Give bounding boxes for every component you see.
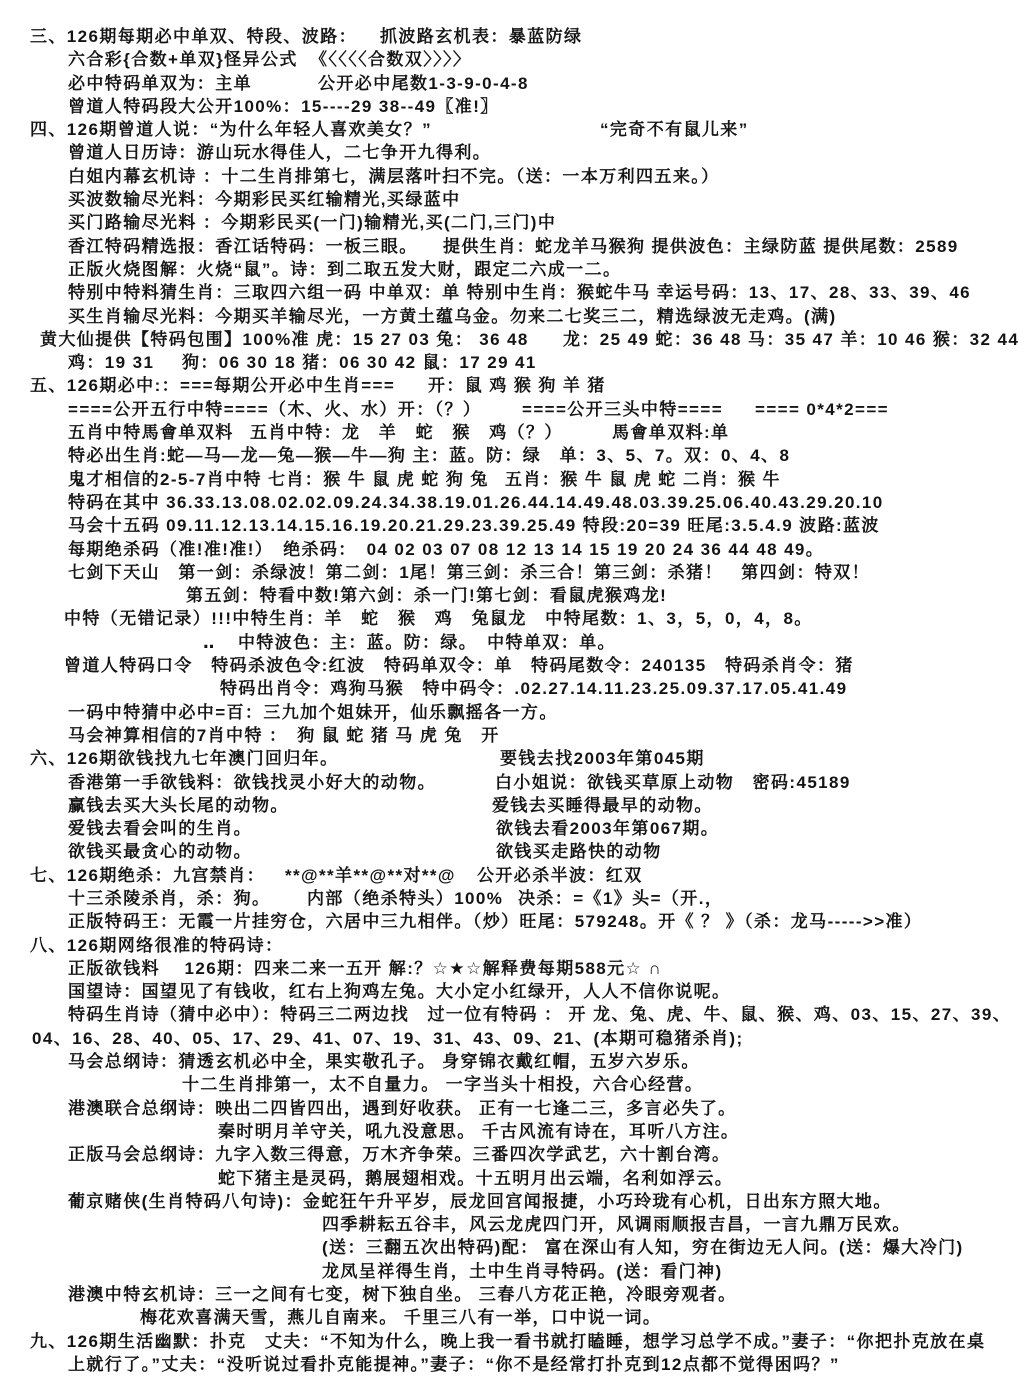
text-line xyxy=(0,865,1029,888)
text-line xyxy=(0,329,1029,352)
text-line xyxy=(0,352,1029,375)
text-line xyxy=(0,1237,1029,1260)
text-segment: 正版马会总纲诗：九字入数三得意，万木齐争荣。三番四次学武艺，六十割台湾。 xyxy=(68,1145,731,1165)
text-segment: 特别中特料猜生肖：三取四六组一码 中单双：单 特别中生肖：猴蛇牛马 幸运号码：13、17、28、33、39、46 xyxy=(68,283,972,303)
text-segment: 抓波路玄机表：暴蓝防绿 xyxy=(380,27,583,46)
text-line xyxy=(0,888,1029,911)
text-segment: 赢钱去买大头长尾的动物。 xyxy=(68,795,289,815)
text-segment: 港澳联合总纲诗：映出二四皆四出，遇到好收获。 正有一七逢二三，多言必失了。 xyxy=(68,1098,737,1118)
section-7 xyxy=(0,865,1029,935)
text-line xyxy=(0,1307,1029,1330)
text-segment: 鸡：19 31 xyxy=(68,353,155,373)
text-segment: 马会神算相信的7肖中特 ： 狗 鼠 蛇 猪 马 虎 兔 开 xyxy=(68,725,500,745)
text-segment: 正版特码王：无霞一片挂穷仓，六居中三九相伴。（炒）旺尾：579248。开《 ？ 》（杀：龙马----->>准） xyxy=(68,912,923,932)
text-segment: 《〈〈〈〈合数双〉〉〉〉 xyxy=(310,50,472,70)
text-segment: 六、126期欲钱找九七年澳门回归年。 xyxy=(30,749,339,769)
text-segment: 香港第一手欲钱料：欲钱找灵小好大的动物。 xyxy=(68,772,436,792)
text-segment: “完奇不有鼠儿来” xyxy=(600,120,749,140)
text-segment: 秦时明月羊守关，吼九没意思。 千古风流有诗在，耳听八方注。 xyxy=(218,1121,740,1141)
text-segment: 黄大仙提供【特码包围】100%准 虎：15 27 03 兔： 36 48 xyxy=(40,329,529,349)
text-line xyxy=(0,445,1029,468)
text-segment: 买波数输尽光料：今期彩民买红输精光,买绿蓝中 xyxy=(68,190,461,210)
text-line xyxy=(0,1261,1029,1284)
text-line xyxy=(0,841,1029,864)
text-segment: 梅花欢喜满天雪，燕儿自南来。 千里三八有一举，口中说一词。 xyxy=(140,1308,662,1328)
text-line xyxy=(0,702,1029,725)
text-line xyxy=(0,562,1029,585)
text-segment: 五肖中特：龙 羊 蛇 猴 鸡（？） xyxy=(250,423,563,443)
text-segment: 必中特码单双为：主单 xyxy=(68,73,252,93)
text-segment: 开：鼠 鸡 猴 狗 羊 猪 xyxy=(428,376,606,396)
text-segment: 六合彩{合数+单双}怪异公式 xyxy=(68,50,298,70)
section-6 xyxy=(0,748,1029,864)
text-line xyxy=(0,772,1029,795)
text-segment: ====公开三头中特==== xyxy=(522,399,724,419)
text-line xyxy=(0,632,1029,655)
text-segment: 曾道人特码段大公开100%：15----29 38--49〖准!〗 xyxy=(68,96,499,116)
text-segment: 三、126期每期必中单双、特段、波路： xyxy=(30,27,357,46)
text-segment: 四季耕耘五谷丰，风云龙虎四门开，风调雨顺报吉昌，一言九鼎万民欢。 xyxy=(322,1215,911,1235)
text-line xyxy=(0,1028,1029,1051)
text-line xyxy=(0,515,1029,538)
section-4 xyxy=(0,119,1029,375)
text-segment: 特码在其中 36.33.13.08.02.02.09.24.34.38.19.01.26.44.14.49.48.03.39.25.06.40.43.29.20.10 xyxy=(68,492,884,512)
text-segment: 欲钱去看2003年第067期。 xyxy=(496,819,720,839)
text-segment: 中特（无错记录）!!!中特生肖：羊 蛇 猴 鸡 兔鼠龙 中特尾数：1、3，5，0，4，8。 xyxy=(64,609,813,629)
text-line xyxy=(0,608,1029,631)
text-segment: 上就行了。”丈夫：“没听说过看扑克能提神。”妻子：“你不是经常打扑克到12点都不觉得困吗？” xyxy=(68,1354,840,1374)
text-segment: 04、16、28、40、05、17、29、41、07、19、31、43、09、21、(本期可稳猪杀肖); xyxy=(32,1028,744,1048)
text-segment: 龙：25 49 蛇：36 48 马：35 47 羊：10 46 猴：32 44 xyxy=(563,329,1020,349)
text-segment: 欲钱买走路快的动物 xyxy=(496,842,662,862)
text-segment: 公开必杀半波：红双 xyxy=(477,865,643,885)
text-segment: 爱钱去买睡得最早的动物。 xyxy=(492,795,713,815)
text-line xyxy=(0,1214,1029,1237)
text-line xyxy=(0,1074,1029,1097)
text-segment: 特码出肖令：鸡狗马猴 特中码令：.02.27.14.11.23.25.09.37.17.05.41.49 xyxy=(220,679,848,699)
text-segment: ==== 0*4*2=== xyxy=(755,399,890,419)
text-line xyxy=(0,306,1029,329)
text-segment: (送：三翻五次出特码)配： 富在深山有人知，穷在街边无人问。(送：爆大冷门) xyxy=(322,1238,964,1258)
section-3 xyxy=(0,26,1029,119)
text-segment: 九、126期生活幽默：扑克 丈夫：“不知为什么，晚上我一看书就打瞌睡，想学习总学不成。”妻子：“你把扑克放在桌 xyxy=(30,1331,986,1351)
text-segment: ====公开五行中特====（木、火、水）开：（？） xyxy=(68,399,482,419)
text-line xyxy=(0,399,1029,422)
text-line xyxy=(0,119,1029,142)
text-segment: 馬會单双料:单 xyxy=(612,423,730,443)
text-segment: 提供生肖：蛇龙羊马猴狗 提供波色：主绿防蓝 提供尾数：2589 xyxy=(443,236,959,256)
text-segment: 曾道人特码口令 特码杀波色令:红波 特码单双令：单 特码尾数令：240135 特码杀肖令：猪 xyxy=(64,656,854,676)
text-segment: 十二生肖排第一，太不自量力。 一字当头十相投，六合心经营。 xyxy=(182,1075,704,1095)
text-segment: 港澳中特玄机诗：三一之间有七变，树下独自坐。 三春八方花正艳，冷眼旁观者。 xyxy=(68,1285,737,1305)
text-line xyxy=(0,1331,1029,1354)
text-segment: 蛇下猪主是灵码，鹅展翅相戏。十五明月出云端，名利如浮云。 xyxy=(218,1168,734,1188)
text-segment: 一码中特猜中必中=百：三九加个姐妹开，仙乐飘摇各一方。 xyxy=(68,702,558,722)
text-segment: 四、126期曾道人说：“为什么年轻人喜欢美女？” xyxy=(30,120,432,140)
text-segment: 七、126期绝杀：九宫禁肖： xyxy=(30,865,265,885)
text-line xyxy=(0,73,1029,96)
text-line xyxy=(0,911,1029,934)
text-segment: 香江特码精选报：香江话特码：一板三眼。 xyxy=(68,236,418,256)
text-segment: 五肖：猴 牛 鼠 虎 蛇 二肖：猴 牛 xyxy=(505,469,781,489)
text-segment: ‥ xyxy=(203,632,216,652)
text-segment: 要钱去找2003年第045期 xyxy=(500,749,705,769)
text-line xyxy=(0,818,1029,841)
text-line xyxy=(0,655,1029,678)
text-segment: 买生肖输尽光料：今期买羊输尽光，一方黄土蕴乌金。勿来二七奖三二，精选绿波无走鸡。(满) xyxy=(68,306,837,326)
text-line xyxy=(0,49,1029,72)
text-line xyxy=(0,958,1029,981)
text-segment: 正版欲钱料 126期：四来二来一五开 解:？☆★☆解释费每期588元☆ ∩ xyxy=(68,958,662,978)
text-line xyxy=(0,259,1029,282)
text-segment: 五、126期必中:：===每期公开必中生肖=== xyxy=(30,376,396,396)
text-segment: 七剑下天山 第一剑：杀绿波！第二剑：1尾！第三剑：杀三合！第三剑：杀猪！ 第四剑：特双！ xyxy=(68,562,871,582)
text-line xyxy=(0,1191,1029,1214)
text-segment: 曾道人日历诗：游山玩水得佳人，二七争开九得利。 xyxy=(68,143,492,163)
text-line xyxy=(0,1121,1029,1144)
text-line xyxy=(0,166,1029,189)
text-line xyxy=(0,1168,1029,1191)
text-line xyxy=(0,1051,1029,1074)
text-segment: 公开必中尾数1-3-9-0-4-8 xyxy=(318,73,529,93)
text-line xyxy=(0,539,1029,562)
text-segment: 欲钱买最贪心的动物。 xyxy=(68,842,252,862)
text-segment: 中特波色：主：蓝。防：绿。 中特单双：单。 xyxy=(238,632,616,652)
section-9 xyxy=(0,1331,1029,1378)
text-line xyxy=(0,585,1029,608)
text-segment: 国望诗：国望见了有钱收，红右上狗鸡左兔。大小定小红绿开，人人不信你说呢。 xyxy=(68,982,731,1002)
text-line xyxy=(0,1354,1029,1377)
text-line xyxy=(0,375,1029,398)
text-line xyxy=(0,96,1029,119)
text-segment: 正版火烧图解：火烧“鼠”。诗：到二取五发大财，跟定二六成一二。 xyxy=(68,259,622,279)
text-line xyxy=(0,1144,1029,1167)
text-segment: 十三杀陵杀肖，杀：狗。 xyxy=(68,888,271,908)
text-segment: 决杀：=《1》头=（开.， xyxy=(518,888,724,908)
text-segment: 白姐内幕玄机诗 ：十二生肖排第七，满层落叶扫不完。（送：一本万利四五来。） xyxy=(68,166,720,186)
text-line xyxy=(0,981,1029,1004)
text-segment: 八、126期网络很准的特码诗： xyxy=(30,935,284,955)
text-line xyxy=(0,1284,1029,1307)
text-segment: 特码生肖诗（猜中必中）：特码三二两边找 过一位有特码 ： 开 龙、兔、虎、牛、鼠、猴、鸡、03、15、27、39、 xyxy=(68,1005,1012,1025)
text-segment: 特必出生肖:蛇—马—龙—兔—猴—牛—狗 主：蓝。防：绿 单：3、5、7。双：0、4、8 xyxy=(68,446,791,466)
text-line xyxy=(0,282,1029,305)
text-segment: 买门路输尽光料 ：今期彩民买(一门)输精光,买(二门,三门)中 xyxy=(68,213,557,233)
text-segment: 白小姐说：欲钱买草原上动物 密码:45189 xyxy=(495,772,851,792)
text-line xyxy=(0,725,1029,748)
text-line xyxy=(0,492,1029,515)
text-line xyxy=(0,935,1029,958)
text-segment: 马会十五码 09.11.12.13.14.15.16.19.20.21.29.23.39.25.49 特段:20=39 旺尾:3.5.4.9 波路:蓝波 xyxy=(68,516,880,536)
text-segment: 葡京赌侠(生肖特码八句诗)：金蛇狂午升平岁，辰龙回宫闻报捷，小巧玲珑有心机，日出东方照大地。 xyxy=(68,1191,892,1211)
text-line xyxy=(0,678,1029,701)
text-segment: 每期绝杀码（准!准!准!） 绝杀码： 04 02 03 07 08 12 13 14 15 19 20 24 36 44 48 49。 xyxy=(68,539,825,559)
text-segment: 第五剑：特看中数!第六剑：杀一门!第七剑：看鼠虎猴鸡龙! xyxy=(186,586,668,606)
section-8 xyxy=(0,935,1029,1331)
text-segment: 马会总纲诗：猜透玄机必中全，果实敬孔子。 身穿锦衣戴红帽，五岁六岁乐。 xyxy=(68,1052,700,1072)
text-segment: 五肖中特馬會单双料 xyxy=(68,423,234,443)
text-line xyxy=(0,748,1029,771)
text-segment: 狗：06 30 18 猪：06 30 42 鼠：17 29 41 xyxy=(182,353,537,373)
text-segment: 内部（绝杀特头）100% xyxy=(307,888,504,908)
text-segment: 龙凤呈祥得生肖，土中生肖寻特码。(送：看门神) xyxy=(322,1261,723,1281)
text-line xyxy=(0,236,1029,259)
text-line xyxy=(0,26,1029,49)
section-5 xyxy=(0,375,1029,748)
text-line xyxy=(0,422,1029,445)
text-line xyxy=(0,189,1029,212)
text-line xyxy=(0,469,1029,492)
text-segment: **@**羊**@**对**@ xyxy=(285,865,456,885)
text-segment: 爱钱去看会叫的生肖。 xyxy=(68,819,252,839)
text-segment: 鬼才相信的2-5-7肖中特 七肖：猴 牛 鼠 虎 蛇 狗 兔 xyxy=(68,469,489,489)
text-line xyxy=(0,142,1029,165)
text-line xyxy=(0,1098,1029,1121)
text-line xyxy=(0,795,1029,818)
text-line xyxy=(0,1004,1029,1027)
text-line xyxy=(0,212,1029,235)
